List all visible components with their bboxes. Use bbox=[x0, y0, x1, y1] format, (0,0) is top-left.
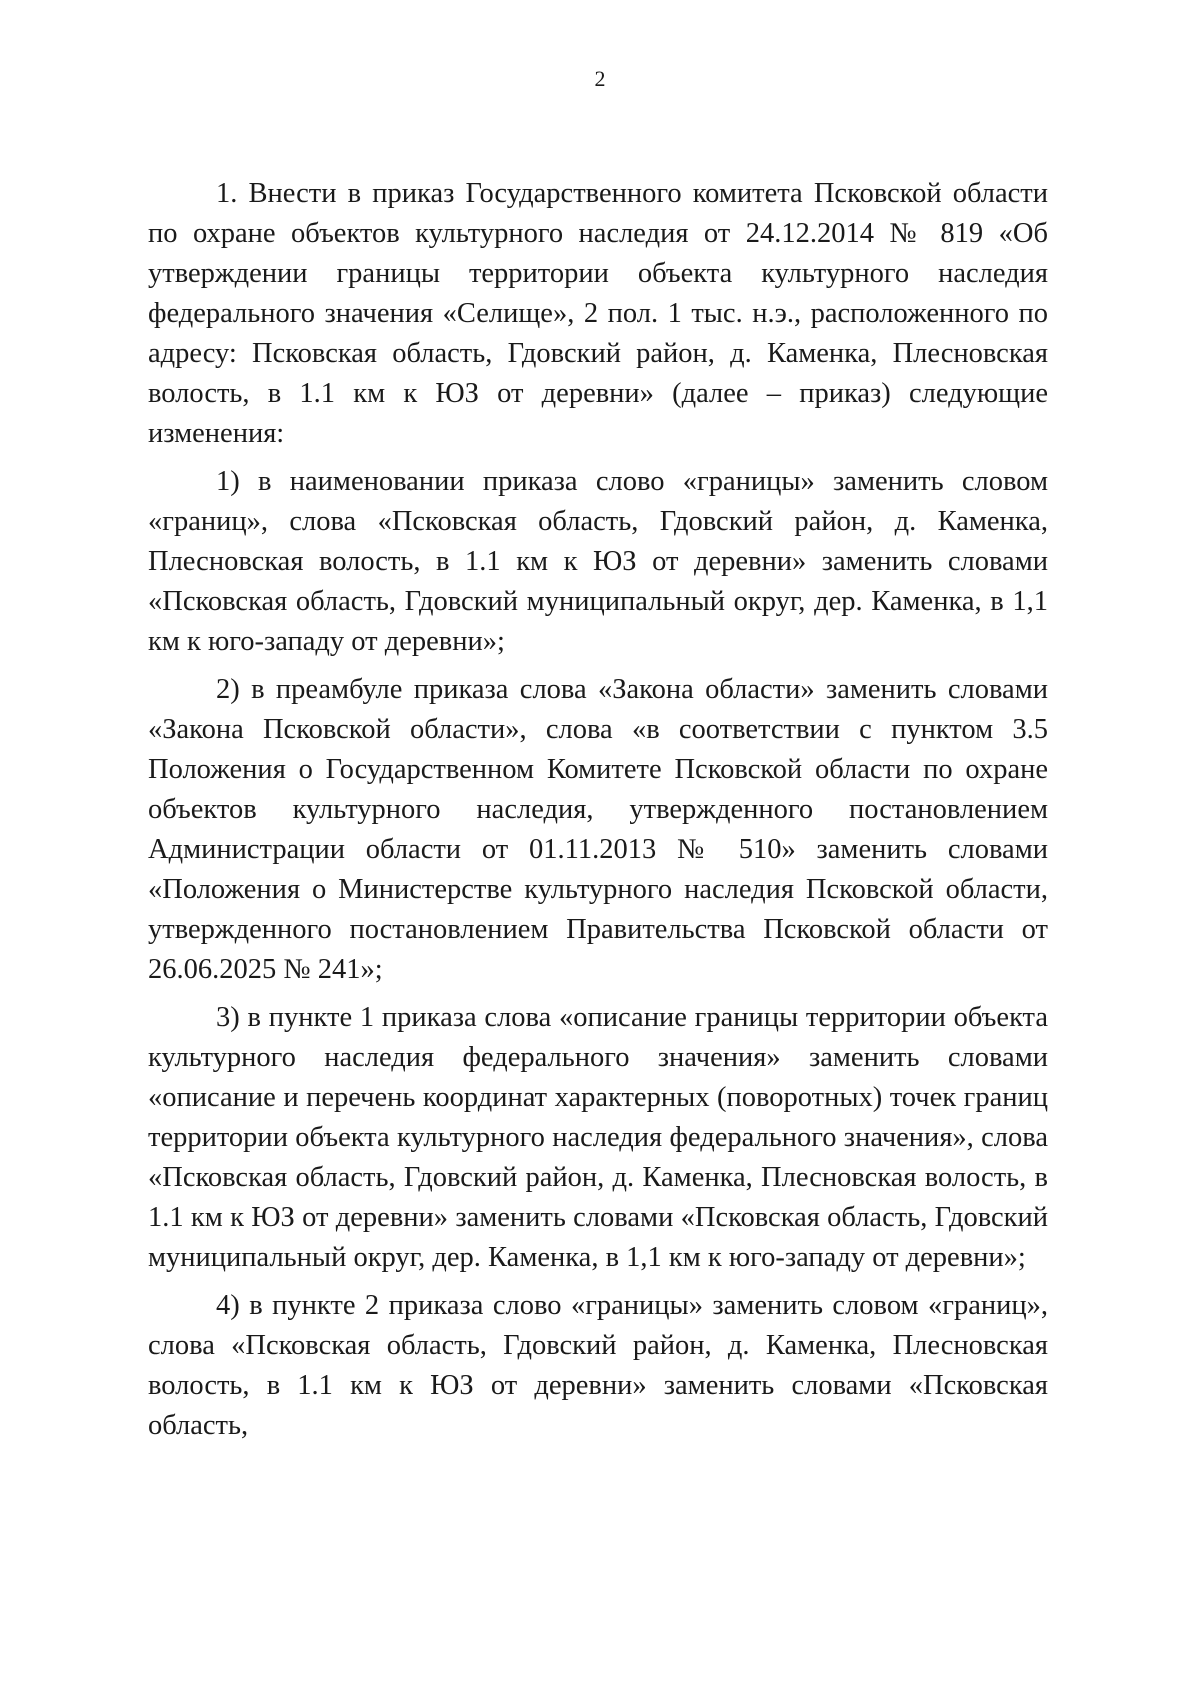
page-number: 2 bbox=[594, 66, 606, 91]
paragraph-subitem-3: 3) в пункте 1 приказа слова «описание границы территории объекта культурного наследия федерального значения» заменить словами «описание и перечень координат характерных (поворотных) точек границ территории объекта культурного наследия федерального значения», слова «Псковская область, Гдовский район, д. Каменка, Плесновская волость, в 1.1 км к ЮЗ от деревни» заменить словами «Псковская область, Гдовский муниципальный округ, дер. Каменка, в 1,1 км к юго-западу от деревни»; bbox=[148, 1002, 1048, 1273]
paragraph-subitem-2: 2) в преамбуле приказа слова «Закона области» заменить словами «Закона Псковской области», слова «в соответствии с пунктом 3.5 Положения о Государственном Комитете Псковской области по охране объектов культурного наследия, утвержденного постановлением Администрации области от 01.11.2013 № 510» заменить словами «Положения о Министерстве культурного наследия Псковской области, утвержденного постановлением Правительства Псковской области от 26.06.2025 № 241»; bbox=[148, 674, 1048, 985]
paragraph-subitem-1: 1) в наименовании приказа слово «границы» заменить словом «границ», слова «Псковская область, Гдовский район, д. Каменка, Плесновская волость, в 1.1 км к ЮЗ от деревни» заменить словами «Псковская область, Гдовский муниципальный округ, дер. Каменка, в 1,1 км к юго-западу от деревни»; bbox=[148, 466, 1048, 657]
paragraph-subitem-4: 4) в пункте 2 приказа слово «границы» заменить словом «границ», слова «Псковская область, Гдовский район, д. Каменка, Плесновская волость, в 1.1 км к ЮЗ от деревни» заменить словами «Псковская область, bbox=[148, 1290, 1048, 1441]
paragraph-item-1: 1. Внести в приказ Государственного комитета Псковской области по охране объектов культурного наследия от 24.12.2014 № 819 «Об утверждении границы территории объекта культурного наследия федерального значения «Селище», 2 пол. 1 тыс. н.э., расположенного по адресу: Псковская область, Гдовский район, д. Каменка, Плесновская волость, в 1.1 км к ЮЗ от деревни» (далее – приказ) следующие изменения: bbox=[148, 178, 1048, 449]
document-body bbox=[148, 174, 1048, 1454]
